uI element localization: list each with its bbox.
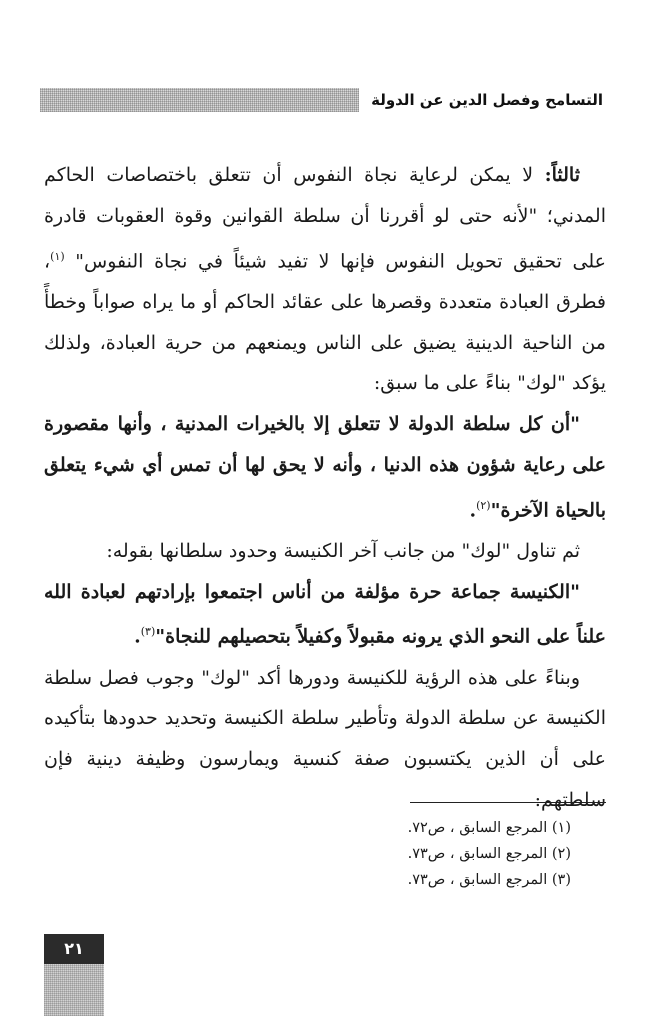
quote-1: "أن كل سلطة الدولة لا تتعلق إلا بالخيرات المدنية ، وأنها مقصورة على رعاية شؤون هذه الدنيا ، وأنه لا يحق لها أن تمس أي شيء يتعلق بالحياة الآخرة"$^{(٢)}$. (44, 413, 606, 522)
paragraph-text: وبناءً على هذه الرؤية للكنيسة ودورها أكد "لوك" وجوب فصل سلطة الكنيسة عن سلطة الدولة وتأطير سلطة الكنيسة وتحديد حدودها بتأكيده على أن الذين يكتسبون صفة كنسية ويمارسون وظيفة دينية فإن سلطتهم: (44, 666, 606, 811)
quote-text: "أن كل سلطة الدولة لا تتعلق إلا بالخيرات المدنية ، وأنها مقصورة على رعاية شؤون هذه الدنيا ، وأنه لا يحق لها أن تمس أي شيء يتعلق بالحياة الآخرة" (44, 413, 606, 522)
paragraph-text: ثم تناول "لوك" من جانب آخر الكنيسة وحدود سلطانها بقوله: (106, 539, 580, 562)
paragraph-lead: ثالثاً: (544, 164, 580, 186)
paragraph-text: لا يمكن لرعاية نجاة النفوس أن تتعلق باختصاصات الحاكم المدني؛ "لأنه حتى لو أقررنا أن سلطة القوانين وقوة العقوبات قادرة على تحقيق تحويل النفوس فإنها لا تفيد شيئاً في نجاة النفوس" (44, 164, 606, 272)
paragraph-text-continued: ، فطرق العبادة متعددة وقصرها على عقائد الحاكم أو ما يراه صواباً وخطأً من الناحية الدينية يضيق على الناس ويمنعهم من حرية العبادة، ولذلك يؤكد "لوك" بناءً على ما سبق: (44, 249, 606, 395)
footnote-separator (410, 802, 606, 803)
running-header-title: التسامح وفصل الدين عن الدولة (359, 86, 607, 114)
paragraph-1 (44, 155, 606, 404)
quote-text: "الكنيسة جماعة حرة مؤلفة من أناس اجتمعوا بإرادتهم لعبادة الله علناً على النحو الذي يرونه مقبولاً وكفيلاً بتحصيلهم للنجاة" (44, 580, 606, 648)
footnote-ref-2: (٢) (476, 498, 491, 512)
footnote-2: (٢) المرجع السابق ، ص٧٣. (407, 846, 571, 862)
main-text (44, 155, 606, 821)
footnote-1: (١) المرجع السابق ، ص٧٢. (407, 820, 571, 836)
paragraph-3 (44, 658, 606, 821)
footnote-3: (٣) المرجع السابق ، ص٧٣. (407, 872, 571, 888)
quote-2: "الكنيسة جماعة حرة مؤلفة من أناس اجتمعوا بإرادتهم لعبادة الله علناً على النحو الذي يرونه مقبولاً وكفيلاً بتحصيلهم للنجاة"$^{(٣)}$. (44, 580, 606, 648)
footnote-ref-1: (١) (50, 249, 65, 263)
page-number: ٢١ (44, 934, 104, 964)
paragraph-2 (44, 531, 606, 572)
page-number-decorative-band (44, 964, 104, 1016)
footnote-ref-3: (٣) (140, 625, 156, 639)
footnotes (271, 815, 571, 893)
